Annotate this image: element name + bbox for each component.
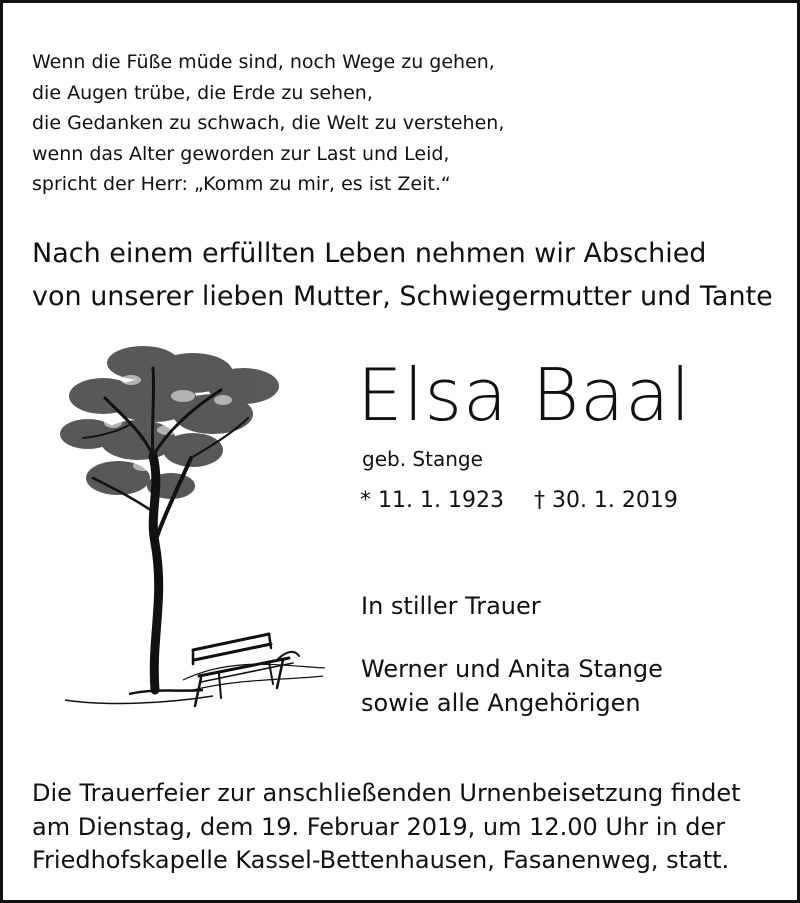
poem-line: die Augen trübe, die Erde zu sehen, <box>32 81 373 104</box>
service-line: Die Trauerfeier zur anschließenden Urnenbeisetzung findet <box>32 779 741 807</box>
poem-line: Wenn die Füße müde sind, noch Wege zu gehen, <box>32 51 495 73</box>
service-line: am Dienstag, dem 19. Februar 2019, um 12.00 Uhr in der <box>32 812 726 841</box>
poem-line: spricht der Herr: „Komm zu mir, es ist Zeit.“ <box>32 173 451 195</box>
maiden-name: geb. Stange <box>362 447 483 471</box>
mourner-line: sowie alle Angehörigen <box>361 689 641 717</box>
ground-icon <box>65 664 325 703</box>
intro-line: von unserer lieben Mutter, Schwiegermutter und Tante <box>32 281 773 312</box>
death-date: † 30. 1. 2019 <box>533 488 678 513</box>
mourner-line: Werner und Anita Stange <box>361 655 663 683</box>
funeral-service-info <box>32 777 741 878</box>
intro-text <box>32 232 773 318</box>
deceased-name: Elsa Baal <box>357 353 692 437</box>
poem <box>32 47 504 200</box>
life-dates <box>360 488 678 513</box>
service-line: Friedhofskapelle Kassel-Bettenhausen, Fasanenweg, statt. <box>32 846 730 874</box>
tree-with-bench-illustration <box>43 338 333 723</box>
poem-line: wenn das Alter geworden zur Last und Leid, <box>32 142 450 165</box>
mourners-names <box>361 652 663 720</box>
poem-line: die Gedanken zu schwach, die Welt zu verstehen, <box>32 112 505 134</box>
intro-line: Nach einem erfüllten Leben nehmen wir Abschied <box>32 238 707 269</box>
birth-date: * 11. 1. 1923 <box>360 488 504 513</box>
mourning-heading: In stiller Trauer <box>361 592 541 620</box>
